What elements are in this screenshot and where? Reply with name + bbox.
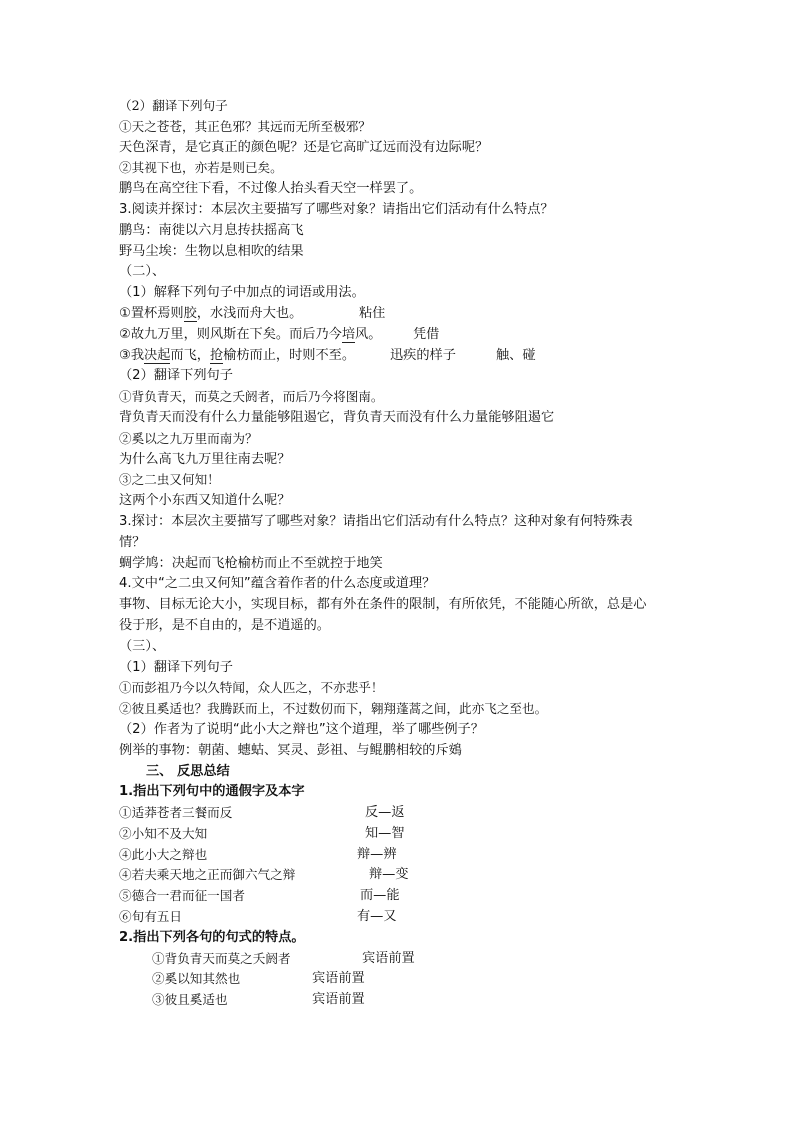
vocab-item: ①置杯焉则胶，水浅而舟大也。 粘住: [119, 304, 719, 325]
answer-pair: 反—返: [365, 805, 405, 821]
question-line: 3.阅读并探讨：本层次主要描写了哪些对象？请指出它们活动有什么特点？: [119, 201, 554, 217]
document-page: [119, 96, 719, 1011]
tongjia-item: ④若夫乘天地之正而御六气之辩 辩—变: [119, 865, 719, 886]
gloss: 凭借: [413, 326, 440, 342]
source-sentence: ②彼且奚适也？我腾跃而上，不过数仞而下，翱翔蓬蒿之间，此亦飞之至也。: [119, 701, 548, 717]
answer-pair: 而—能: [360, 888, 400, 904]
answer-line: 鹏鸟：南徙以六月息抟扶摇高飞: [119, 222, 304, 238]
subsection-heading: （2）翻译下列句子: [119, 368, 233, 384]
translation-line: 背负青天而没有什么力量能够阻遏它，背负青天而没有什么力量能够阻遏它: [119, 409, 555, 425]
tongjia-item: ⑥旬有五日 有—又: [119, 907, 719, 928]
gloss: 迅疾的样子: [390, 347, 456, 363]
question-line: （2）作者为了说明“此小大之辩也”这个道理，举了哪些例子？: [119, 721, 484, 737]
source-sentence: ①而彭祖乃今以久特闻，众人匹之，不亦悲乎！: [119, 680, 384, 696]
answer-line: 例举的事物：朝菌、蟪蛄、冥灵、彭祖、与鲲鹏相较的斥鴳: [119, 742, 462, 758]
question-line: 1.指出下列句中的通假字及本字: [119, 784, 305, 800]
marked-word: 决起: [144, 347, 171, 363]
question-line: 情？: [119, 534, 146, 550]
tongjia-item: ④此小大之辩也 辩—辨: [119, 845, 719, 866]
section-heading: （二）、: [119, 264, 166, 280]
translation-line: 天色深青，是它真正的颜色呢？还是它高旷辽远而没有边际呢？: [119, 139, 489, 155]
subsection-heading: （1）翻译下列句子: [119, 659, 233, 675]
question-line: 4.文中“之二虫又何知”蕴含着作者的什么态度或道理？: [119, 576, 436, 592]
answer-pair: 有—又: [357, 909, 397, 925]
answer-line: 蜩学鸠：决起而飞枪榆枋而止不至就控于地笑: [119, 555, 383, 571]
vocab-item: ②故九万里，则风斯在下矣。而后乃今培风。 凭借: [119, 325, 719, 346]
marked-word: 培: [341, 326, 356, 342]
translation-line: 为什么高飞九万里往南去呢？: [119, 451, 291, 467]
translation-line: 鹏鸟在高空往下看，不过像人抬头看天空一样罢了。: [119, 181, 423, 197]
tongjia-item: ②小知不及大知 知—智: [119, 824, 719, 845]
vocab-item: ③我决起而飞，抢榆枋而止，时则不至。 迅疾的样子 触、碰: [119, 346, 719, 367]
answer-line: 事物、目标无论大小，实现目标，都有外在条件的限制，有所依凭，不能随心所欲，总是心: [119, 597, 647, 613]
translation-line: 这两个小东西又知道什么呢？: [119, 493, 291, 509]
answer-line: 野马尘埃：生物以息相吹的结果: [119, 243, 304, 259]
source-sentence: ①背负青天，而莫之夭阏者，而后乃今将图南。: [119, 389, 384, 405]
marked-word: 胶: [183, 305, 197, 321]
pattern-label: 宾语前置: [362, 950, 415, 966]
source-sentence: ②其视下也，亦若是则已矣。: [119, 160, 283, 176]
question-line: 3.探讨：本层次主要描写了哪些对象？请指出它们活动有什么特点？这种对象有何特殊表: [119, 513, 633, 529]
section-heading: （三）、: [119, 638, 166, 654]
answer-pair: 辩—变: [369, 867, 409, 883]
pattern-label: 宾语前置: [312, 992, 365, 1008]
subsection-heading: （1）解释下列句子中加点的词语或用法。: [119, 285, 365, 301]
source-sentence: ③之二虫又何知！: [119, 472, 220, 488]
source-sentence: ②奚以之九万里而南为？: [119, 430, 258, 446]
answer-pair: 辩—辨: [357, 846, 397, 862]
subsection-heading: （2）翻译下列句子: [119, 98, 228, 113]
sentence-pattern-item: ③彼且奚适也 宾语前置: [119, 990, 719, 1011]
source-sentence: ①天之苍苍，其正色邪？其远而无所至极邪？: [119, 118, 371, 134]
section-heading: 三、 反思总结: [146, 763, 230, 779]
sentence-pattern-item: ①背负青天而莫之夭阏者 宾语前置: [119, 949, 719, 970]
answer-pair: 知—智: [365, 825, 405, 841]
pattern-label: 宾语前置: [312, 971, 365, 987]
gloss: 粘住: [359, 305, 386, 321]
sentence-pattern-item: ②奚以知其然也 宾语前置: [119, 969, 719, 990]
tongjia-item: ⑤德合一君而征一国者 而—能: [119, 886, 719, 907]
question-line: 2.指出下列各句的句式的特点。: [119, 929, 305, 945]
gloss: 触、碰: [496, 347, 536, 363]
marked-word: 抢: [209, 347, 224, 363]
tongjia-item: ①适莽苍者三餐而反 反—返: [119, 803, 719, 824]
answer-line: 役于形，是不自由的，是不逍遥的。: [119, 617, 330, 633]
